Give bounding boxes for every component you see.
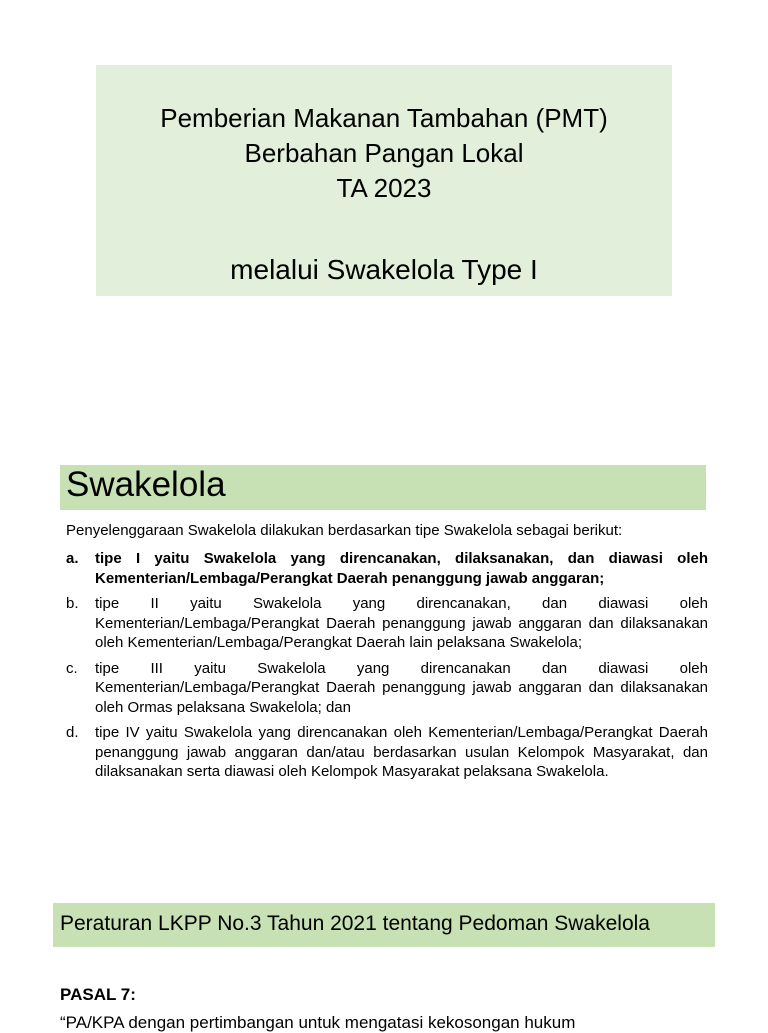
swakelola-type-list (66, 549, 708, 788)
title-slide (96, 65, 672, 296)
title-subtitle: melalui Swakelola Type I (230, 254, 538, 285)
list-item (66, 594, 708, 653)
swakelola-heading: Swakelola (66, 465, 226, 504)
list-item-text: tipe II yaitu Swakelola yang direncanakan, dan diawasi oleh Kementerian/Lembaga/Perangkat Daerah penanggung jawab anggaran dan dilaksanakan oleh Kementerian/Lembaga/Perangkat Daerah lain pelaksana Swakelola; (95, 595, 708, 651)
list-item (66, 549, 708, 588)
title-lines (96, 101, 672, 206)
list-item-text: tipe IV yaitu Swakelola yang direncanakan oleh Kementerian/Lembaga/Perangkat Daerah penanggung jawab anggaran dan/atau berdasarkan usulan Kelompok Masyarakat, dan dilaksanakan serta diawasi oleh Kelompok Masyarakat pelaksana Swakelola. (95, 724, 708, 780)
regulation-heading: Peraturan LKPP No.3 Tahun 2021 tentang Pedoman Swakelola (60, 912, 650, 935)
list-item-letter: c. (66, 659, 78, 677)
title-line: Berbahan Pangan Lokal (244, 138, 524, 168)
list-item-text: tipe I yaitu Swakelola yang direncanakan, dilaksanakan, dan diawasi oleh Kementerian/Lembaga/Perangkat Daerah penanggung jawab anggaran; (95, 550, 708, 587)
swakelola-intro: Penyelenggaraan Swakelola dilakukan berdasarkan tipe Swakelola sebagai berikut: (66, 522, 623, 539)
list-item-letter: a. (66, 550, 79, 567)
swakelola-heading-bar (60, 465, 706, 510)
title-line: Pemberian Makanan Tambahan (PMT) (160, 103, 608, 133)
regulation-heading-bar (53, 903, 715, 947)
pasal-quote: “PA/KPA dengan pertimbangan untuk mengatasi kekosongan hukum (60, 1013, 576, 1032)
title-line: TA 2023 (336, 173, 432, 203)
pasal-label: PASAL 7: (60, 985, 136, 1004)
list-item-letter: d. (66, 724, 79, 741)
list-item-text: tipe III yaitu Swakelola yang direncanakan dan diawasi oleh Kementerian/Lembaga/Perangkat Daerah penanggung jawab anggaran dan dilaksanakan oleh Ormas pelaksana Swakelola; dan (95, 659, 708, 716)
list-item-letter: b. (66, 595, 79, 612)
list-item (66, 723, 708, 782)
list-item (66, 659, 708, 718)
